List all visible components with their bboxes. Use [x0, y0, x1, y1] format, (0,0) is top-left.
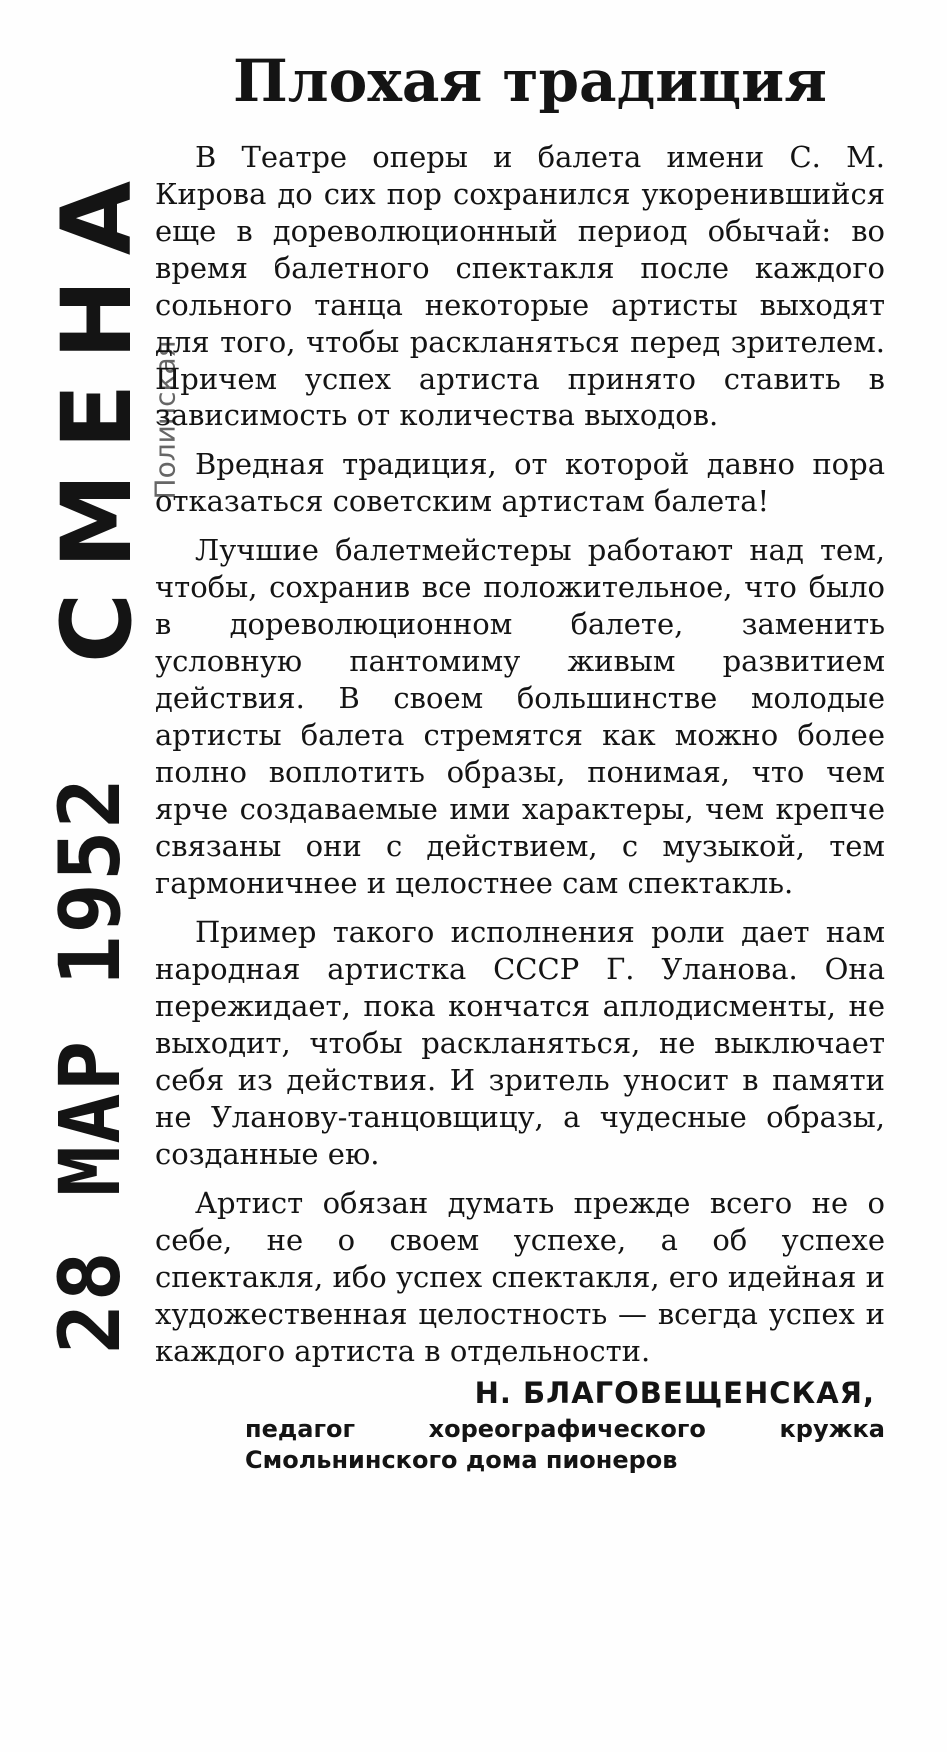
article-paragraph-3: Лучшие балетмейстеры работают над тем, чтобы, сохранив все положительное, что было в дореволюционном балете, заменить условную пантомиму живым развитием действия. В своем большинстве молодые артисты балета стремятся как можно более полно воплотить образы, понимая, что чем ярче создаваемые ими характеры, чем крепче связаны они с действием, с музыкой, тем гармоничнее и целостнее сам спектакль.	[155, 533, 885, 901]
newspaper-name-stamp	[42, 130, 152, 690]
author-position	[245, 1414, 885, 1476]
archive-mark-text: Полинская	[148, 340, 181, 500]
article	[155, 48, 885, 1476]
article-paragraph-1: В Театре оперы и балета имени С. М. Кирова до сих пор сохранился укоренившийся еще в дореволюционный период обычай: во время балетного спектакля после каждого сольного танца некоторые артисты выходят для того, чтобы раскланяться перед зрителем. Причем успех артиста принято ставить в зависимость от количества выходов.	[155, 139, 885, 433]
article-paragraph-5: Артист обязан думать прежде всего не о себе, не о своем успехе, а об успехе спектакля, ибо успех спектакля, его идейная и художественная целостность — всегда успех и каждого артиста в отдельности.	[155, 1185, 885, 1368]
article-paragraph-2: Вредная традиция, от которой давно пора отказаться советским артистам балета!	[155, 447, 885, 519]
author-name: Н. БЛАГОВЕЩЕНСКАЯ,	[474, 1375, 875, 1410]
date-stamp-text: 28 МАР 1952	[41, 775, 140, 1355]
article-paragraph-4: Пример такого исполнения роли дает нам народная артистка СССР Г. Уланова. Она пережидает, пока кончатся аплодисменты, не выходит, чтобы раскланяться, не выключает себя из действия. И зритель уносит в памяти не Уланову-танцовщицу, а чудесные образы, созданные ею.	[155, 915, 885, 1171]
author-position-line2: Смольнинского дома пионеров	[245, 1445, 678, 1474]
newspaper-name-text: СМЕНА	[41, 156, 154, 664]
date-stamp	[30, 775, 150, 1355]
author-position-line1: педагог хореографического кружка	[245, 1414, 885, 1443]
article-title: Плохая традиция	[232, 47, 828, 115]
